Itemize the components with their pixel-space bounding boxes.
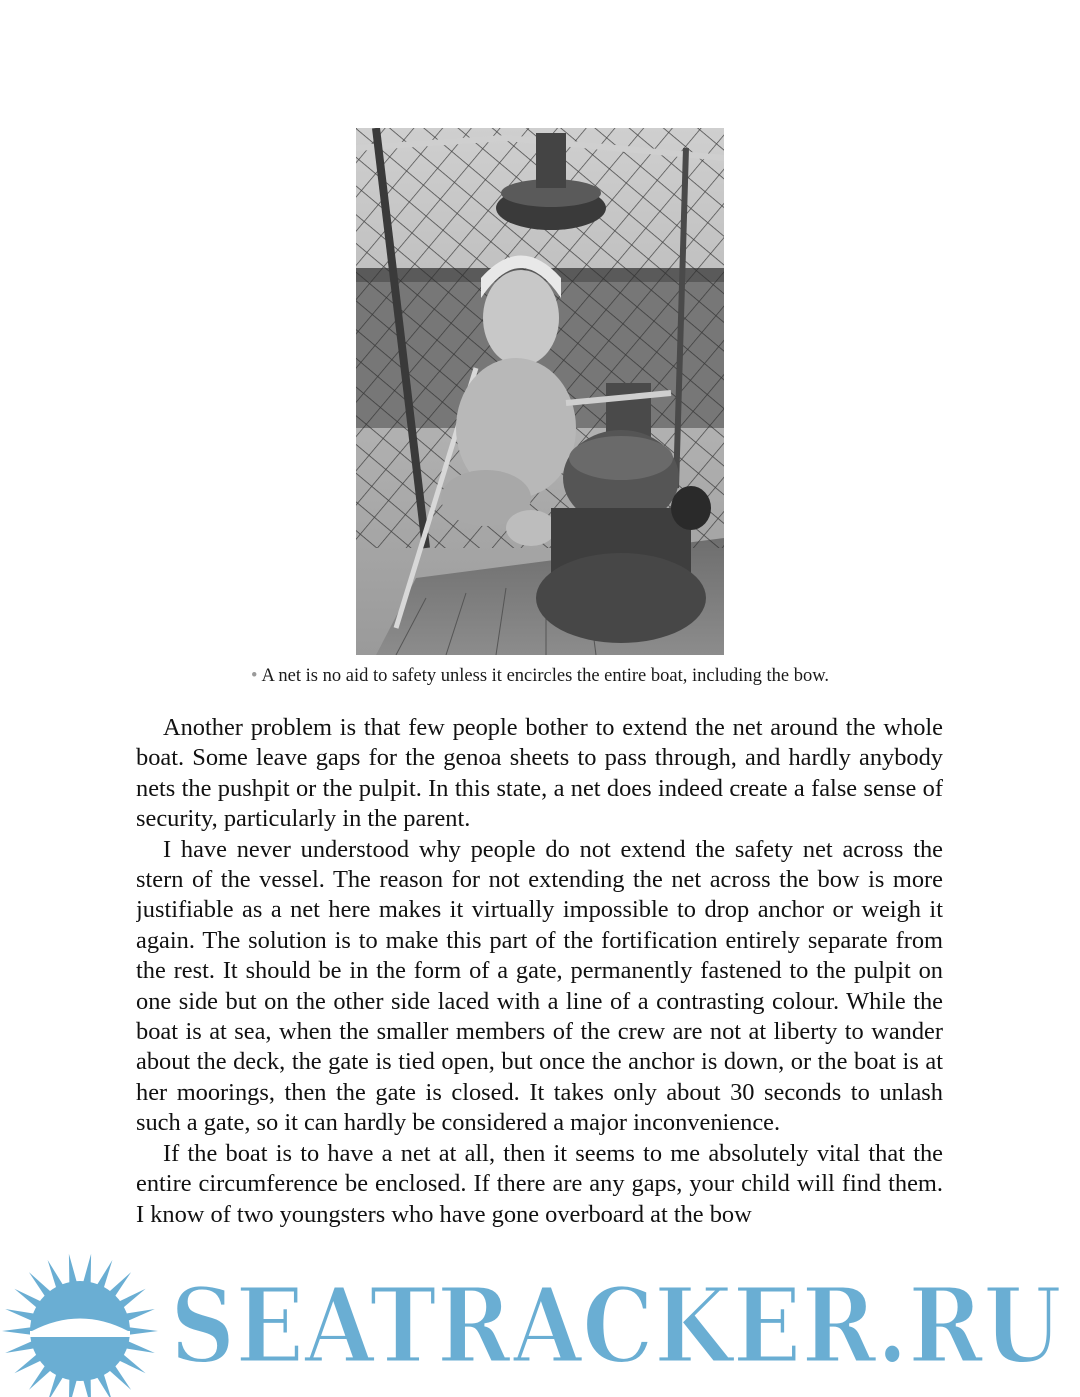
site-watermark (0, 1236, 1080, 1397)
figure-caption (0, 664, 1080, 688)
sun-ray (126, 1327, 158, 1335)
paragraph: I have never understood why people do not extend the safety net across the stern of the vessel. The reason for not extending the net across the bow is more justifiable as a net here makes it virtually impossible to drop anchor or weigh it again. The solution is to make this part of the fortification entirely separate from the rest. It should be in the form of a gate, permanently fastened to the pulpit on one side but on the other side laced with a line of a contrasting colour. While the boat is at sea, when the smaller members of the crew are not at liberty to wander about the deck, the gate is tied open, but once the anchor is down, or the boat is at her moorings, then the gate is closed. It takes only about 30 seconds to unlash such a gate, so it can hardly be considered a major inconvenience. (136, 835, 943, 1137)
sun-ray (2, 1327, 34, 1335)
photo-child-on-bow (356, 128, 724, 655)
body-text (136, 713, 943, 1262)
watermark-text: SEATRACKER.RU (170, 1264, 1062, 1387)
paragraph: Another problem is that few people bother to extend the net around the whole boat. Some leave gaps for the genoa sheets to pass through, and hardly anybody nets the pushpit or the pulpit. In this state, a net does indeed create a false sense of security, particularly in the parent. (136, 714, 943, 833)
photo-image (356, 128, 724, 655)
caption-text: A net is no aid to safety unless it encircles the entire boat, including the bow. (261, 666, 830, 686)
paragraph: If the boat is to have a net at all, then it seems to me absolutely vital that the entire circumference be enclosed. If there are any gaps, your child will find them. I know of two youngsters who have gone overboard at the bow (136, 1139, 943, 1228)
sun-icon (2, 1254, 158, 1397)
caption-bullet: • (250, 666, 258, 686)
